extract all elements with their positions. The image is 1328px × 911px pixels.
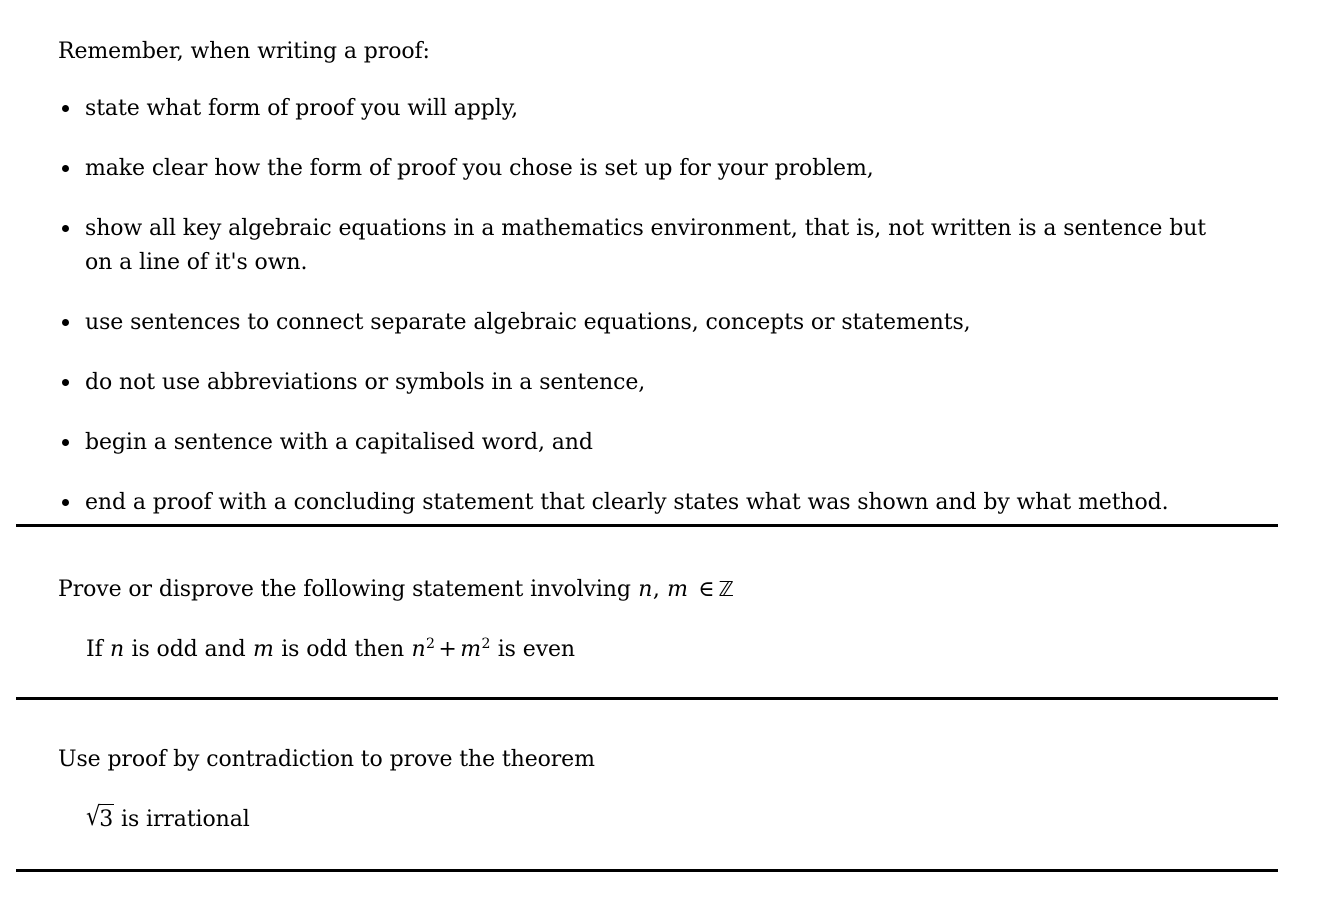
math-base-m: m	[460, 637, 481, 662]
math-integers-set-symbol: ℤ	[718, 577, 734, 601]
list-item	[58, 92, 1280, 126]
radical-sign-icon: √	[86, 801, 101, 833]
math-variable-m: m	[667, 577, 688, 602]
math-base-n: n	[411, 637, 426, 662]
math-plus-operator: +	[438, 637, 457, 662]
list-item-text-line-1: show all key algebraic equations in a mathematics environment, that is, not written is a sentence but	[85, 216, 1207, 241]
math-exponent-2: 2	[426, 635, 435, 652]
problem-1-statement	[86, 635, 575, 665]
list-item-text: use sentences to connect separate algebraic equations, concepts or statements,	[85, 310, 971, 335]
bullet-icon	[62, 105, 69, 112]
bullet-icon	[62, 225, 69, 232]
list-item	[58, 306, 1280, 340]
problem-1-prompt-text: Prove or disprove the following statement involving	[58, 577, 631, 602]
bullet-icon	[62, 439, 69, 446]
horizontal-rule	[16, 697, 1278, 700]
math-term-n-squared	[411, 637, 435, 662]
bullet-icon	[62, 499, 69, 506]
math-term-m-squared	[460, 637, 491, 662]
list-item	[58, 426, 1280, 460]
statement-text-is-odd-and: is odd and	[131, 637, 246, 662]
list-item	[58, 366, 1280, 400]
problem-1-prompt	[58, 574, 734, 605]
statement-text-if: If	[86, 637, 103, 662]
math-variable-n: n	[638, 577, 653, 602]
list-item	[58, 486, 1280, 520]
bullet-icon	[62, 165, 69, 172]
problem-2-prompt: Use proof by contradiction to prove the theorem	[58, 747, 595, 772]
math-element-of-symbol: ∈	[698, 577, 715, 602]
bullet-icon	[62, 319, 69, 326]
math-square-root-of-3	[86, 801, 114, 836]
problem-2-statement	[86, 801, 250, 835]
list-item-text: do not use abbreviations or symbols in a sentence,	[85, 370, 646, 395]
list-item	[58, 212, 1280, 280]
horizontal-rule	[16, 869, 1278, 872]
bullet-icon	[62, 379, 69, 386]
math-variable-m: m	[253, 637, 274, 662]
statement-text-is-odd-then: is odd then	[281, 637, 405, 662]
statement-text-is-irrational: is irrational	[121, 807, 250, 832]
list-item-text: state what form of proof you will apply,	[85, 96, 519, 121]
proof-guidelines-list	[58, 92, 1280, 546]
math-comma: ,	[652, 577, 660, 602]
list-item-text: make clear how the form of proof you chose is set up for your problem,	[85, 156, 874, 181]
math-exponent-2: 2	[481, 635, 491, 652]
list-item	[58, 152, 1280, 186]
math-radicand-3: 3	[99, 804, 114, 835]
intro-paragraph: Remember, when writing a proof:	[58, 39, 430, 64]
horizontal-rule	[16, 524, 1278, 527]
math-variable-n: n	[110, 637, 125, 662]
list-item-text: end a proof with a concluding statement that clearly states what was shown and by what method.	[85, 490, 1169, 515]
statement-text-is-even: is even	[497, 637, 576, 662]
list-item-text: begin a sentence with a capitalised word, and	[85, 430, 593, 455]
list-item-text-line-2: on a line of it's own.	[85, 250, 308, 275]
